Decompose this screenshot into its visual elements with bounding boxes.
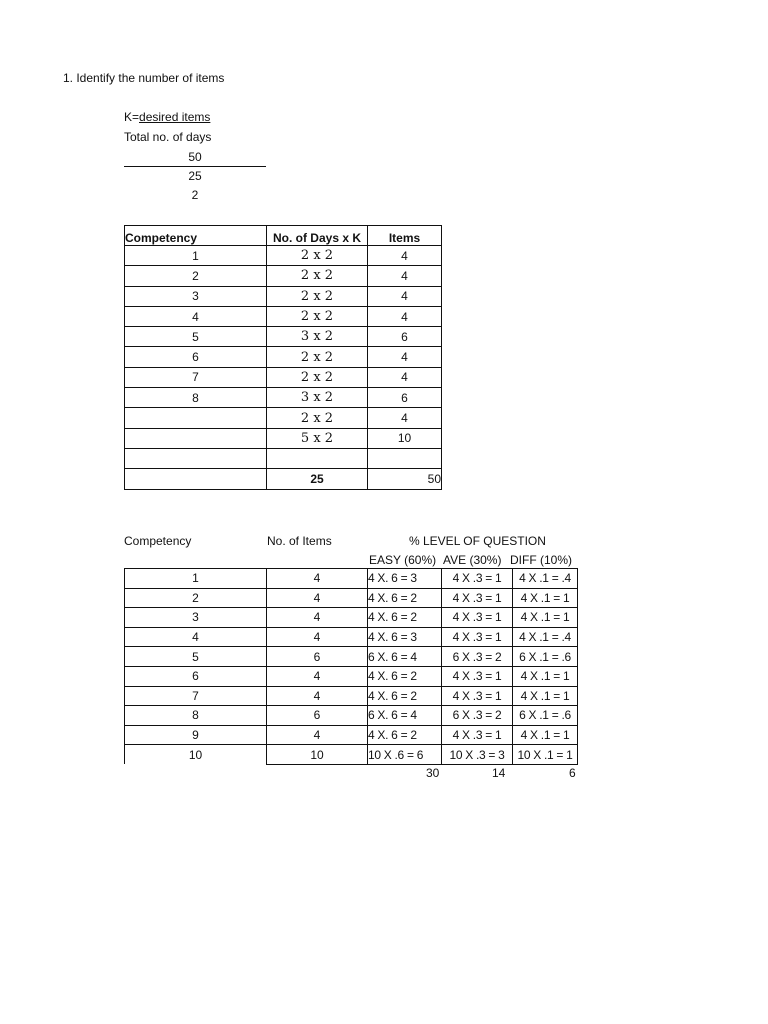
- ave-cell: 10 X .3 = 3: [442, 745, 513, 765]
- competency-cell: [125, 448, 267, 468]
- competency-cell: [125, 428, 267, 448]
- easy-cell: 4 X. 6 = 2: [368, 686, 442, 706]
- items-cell: 10: [267, 745, 368, 765]
- items-cell: 4: [267, 569, 368, 589]
- competency-cell: 6: [125, 347, 267, 367]
- items-cell: 4: [267, 686, 368, 706]
- days-items-table: [124, 225, 442, 490]
- table-row: [125, 246, 442, 266]
- t2-header-diff: DIFF (10%): [510, 553, 573, 567]
- table-row: [125, 745, 578, 765]
- days-x-k-cell: 2 x 2: [267, 246, 368, 266]
- competency-cell: 9: [125, 725, 267, 745]
- k-formula-label: [124, 110, 210, 124]
- k-desired-items: desired items: [139, 110, 211, 124]
- table-row: [125, 367, 442, 387]
- days-x-k-cell: 2 x 2: [267, 408, 368, 428]
- totals-row: [125, 469, 442, 489]
- fraction-numerator: 50: [188, 150, 202, 164]
- t2-header-items: No. of Items: [267, 534, 332, 548]
- easy-cell: 4 X. 6 = 2: [368, 608, 442, 628]
- total-days-cell: 25: [267, 469, 368, 489]
- table-row: [125, 686, 578, 706]
- k-prefix: K=: [124, 110, 140, 124]
- competency-cell: 4: [125, 627, 267, 647]
- table-row: [125, 448, 442, 468]
- items-cell: 4: [267, 627, 368, 647]
- items-cell: 6: [368, 327, 442, 347]
- fraction-divider: [124, 166, 266, 167]
- easy-total: 30: [426, 766, 440, 780]
- days-x-k-cell: 3 x 2: [267, 327, 368, 347]
- ave-cell: 4 X .3 = 1: [442, 725, 513, 745]
- days-x-k-cell: 2 x 2: [267, 286, 368, 306]
- competency-cell: 3: [125, 286, 267, 306]
- items-cell: 4: [368, 347, 442, 367]
- table-row: [125, 388, 442, 408]
- days-x-k-cell: 5 x 2: [267, 428, 368, 448]
- competency-cell: 4: [125, 306, 267, 326]
- items-cell: 10: [368, 428, 442, 448]
- header-days-x-k: No. of Days x K: [267, 226, 368, 246]
- competency-cell: 2: [125, 588, 267, 608]
- competency-cell: [125, 408, 267, 428]
- diff-cell: 4 X .1 = 1: [513, 588, 578, 608]
- table-row: [125, 588, 578, 608]
- items-cell: 6: [368, 388, 442, 408]
- ave-cell: 4 X .3 = 1: [442, 588, 513, 608]
- days-x-k-cell: [267, 448, 368, 468]
- ave-cell: 4 X .3 = 1: [442, 569, 513, 589]
- table-row: [125, 347, 442, 367]
- easy-cell: 10 X .6 = 6: [368, 745, 442, 765]
- table-row: [125, 627, 578, 647]
- easy-cell: 4 X. 6 = 2: [368, 588, 442, 608]
- table-row: [125, 666, 578, 686]
- totals-blank-cell: [125, 469, 267, 489]
- items-cell: 4: [368, 266, 442, 286]
- items-cell: 4: [267, 608, 368, 628]
- items-cell: 4: [267, 725, 368, 745]
- fraction-result: 2: [191, 188, 199, 202]
- table-row: [125, 647, 578, 667]
- items-cell: 4: [267, 666, 368, 686]
- diff-cell: 10 X .1 = 1: [513, 745, 578, 765]
- items-cell: 4: [368, 286, 442, 306]
- page-heading: 1. Identify the number of items: [63, 71, 225, 85]
- ave-total: 14: [492, 766, 506, 780]
- easy-cell: 4 X. 6 = 3: [368, 627, 442, 647]
- table-row: [125, 306, 442, 326]
- table-row: [125, 569, 578, 589]
- ave-cell: 6 X .3 = 2: [442, 647, 513, 667]
- competency-cell: 8: [125, 706, 267, 726]
- days-x-k-cell: 2 x 2: [267, 266, 368, 286]
- days-x-k-cell: 2 x 2: [267, 306, 368, 326]
- diff-cell: 6 X .1 = .6: [513, 647, 578, 667]
- easy-cell: 4 X. 6 = 2: [368, 666, 442, 686]
- easy-cell: 4 X. 6 = 3: [368, 569, 442, 589]
- header-items: Items: [368, 226, 442, 246]
- t2-header-easy: EASY (60%): [369, 553, 437, 567]
- ave-cell: 4 X .3 = 1: [442, 666, 513, 686]
- competency-cell: 1: [125, 569, 267, 589]
- competency-cell: 3: [125, 608, 267, 628]
- competency-cell: 2: [125, 266, 267, 286]
- competency-cell: 7: [125, 686, 267, 706]
- days-x-k-cell: 2 x 2: [267, 367, 368, 387]
- table-row: [125, 428, 442, 448]
- days-x-k-cell: 2 x 2: [267, 347, 368, 367]
- competency-cell: 10: [125, 745, 267, 765]
- ave-cell: 6 X .3 = 2: [442, 706, 513, 726]
- diff-cell: 4 X .1 = 1: [513, 608, 578, 628]
- table-row: [125, 266, 442, 286]
- table-row: [125, 725, 578, 745]
- easy-cell: 4 X. 6 = 2: [368, 725, 442, 745]
- competency-cell: 5: [125, 647, 267, 667]
- competency-cell: 1: [125, 246, 267, 266]
- ave-cell: 4 X .3 = 1: [442, 608, 513, 628]
- competency-cell: 7: [125, 367, 267, 387]
- items-cell: 4: [267, 588, 368, 608]
- table-row: [125, 327, 442, 347]
- total-days-label: Total no. of days: [124, 130, 212, 144]
- t2-header-ave: AVE (30%): [443, 553, 502, 567]
- table-header-row: [125, 226, 442, 246]
- table-row: [125, 706, 578, 726]
- ave-cell: 4 X .3 = 1: [442, 627, 513, 647]
- diff-cell: 6 X .1 = .6: [513, 706, 578, 726]
- table-row: [125, 408, 442, 428]
- diff-total: 6: [569, 766, 576, 780]
- diff-cell: 4 X .1 = .4: [513, 627, 578, 647]
- easy-cell: 6 X. 6 = 4: [368, 706, 442, 726]
- days-x-k-cell: 3 x 2: [267, 388, 368, 408]
- total-items-cell: 50: [368, 469, 442, 489]
- competency-cell: 6: [125, 666, 267, 686]
- items-cell: 4: [368, 306, 442, 326]
- header-competency: Competency: [125, 226, 267, 246]
- competency-cell: 5: [125, 327, 267, 347]
- diff-cell: 4 X .1 = 1: [513, 725, 578, 745]
- competency-cell: 8: [125, 388, 267, 408]
- diff-cell: 4 X .1 = 1: [513, 666, 578, 686]
- items-cell: 6: [267, 706, 368, 726]
- items-cell: 4: [368, 246, 442, 266]
- t2-header-level-title: % LEVEL OF QUESTION: [409, 534, 546, 548]
- table-row: [125, 608, 578, 628]
- fraction-denominator: 25: [188, 169, 202, 183]
- diff-cell: 4 X .1 = .4: [513, 569, 578, 589]
- items-cell: 6: [267, 647, 368, 667]
- question-level-table: [124, 568, 578, 765]
- ave-cell: 4 X .3 = 1: [442, 686, 513, 706]
- table-row: [125, 286, 442, 306]
- items-cell: [368, 448, 442, 468]
- easy-cell: 6 X. 6 = 4: [368, 647, 442, 667]
- items-cell: 4: [368, 408, 442, 428]
- items-cell: 4: [368, 367, 442, 387]
- t2-header-competency: Competency: [124, 534, 192, 548]
- diff-cell: 4 X .1 = 1: [513, 686, 578, 706]
